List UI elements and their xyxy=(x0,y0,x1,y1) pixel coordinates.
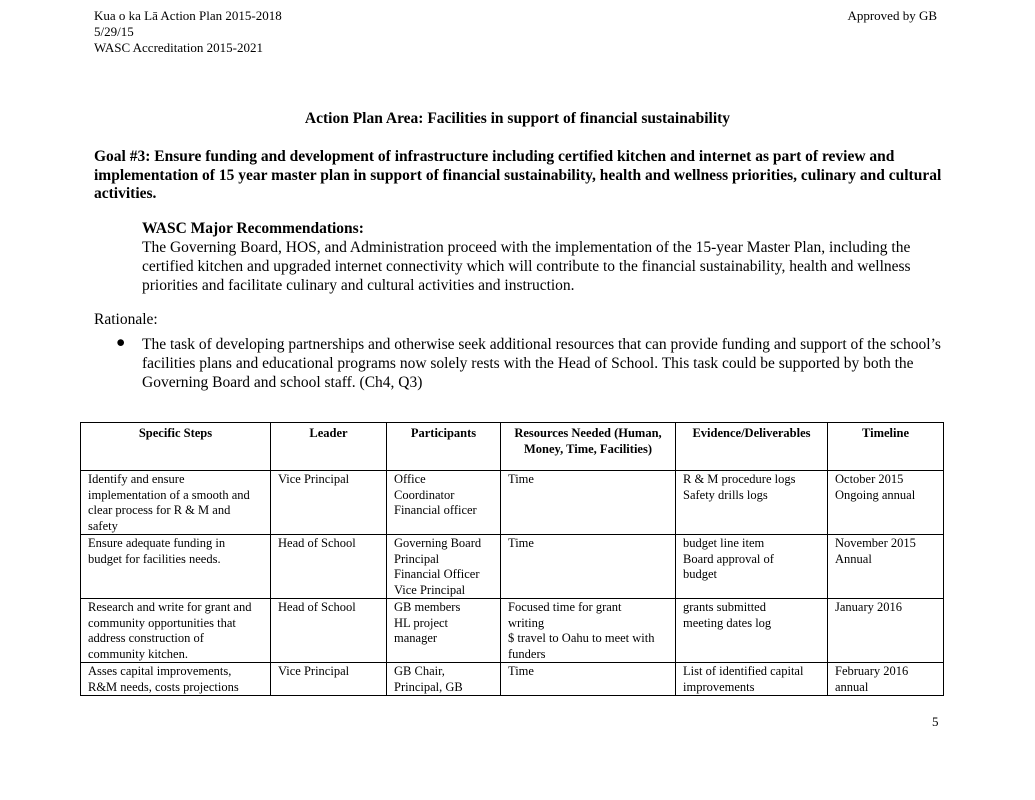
cell-line: GB members xyxy=(394,600,461,614)
table-cell xyxy=(676,663,828,696)
cell-line: Governing Board xyxy=(394,536,482,550)
rationale-label: Rationale: xyxy=(94,311,158,328)
cell-line: Vice Principal xyxy=(394,582,466,597)
cell-line: funders xyxy=(508,646,546,661)
cell-line: writing xyxy=(508,615,545,630)
table-cell xyxy=(387,599,501,663)
cell-line: $ travel to Oahu to meet with xyxy=(508,631,655,645)
cell-line: R&M needs, costs projections xyxy=(88,679,239,694)
table-cell xyxy=(387,663,501,696)
cell-line: community kitchen. xyxy=(88,646,188,661)
cell-line: List of identified capital xyxy=(683,664,804,678)
cell-line: Financial Officer xyxy=(394,567,480,581)
table-cell xyxy=(81,471,271,535)
cell-line: annual xyxy=(835,679,869,694)
bullet-icon: ● xyxy=(116,334,126,351)
table-cell xyxy=(387,535,501,599)
rationale-bullet: The task of developing partnerships and otherwise seek additional resources that can provide funding and support of the school’s facilities plans and educational programs now solely rests with the Head of School. This task could be supported by both the Governing Board and school staff. (Ch4, Q3) xyxy=(142,336,941,391)
cell-line: R & M procedure logs xyxy=(683,472,796,486)
column-header: Evidence/Deliverables xyxy=(676,423,828,471)
column-header: Timeline xyxy=(828,423,944,471)
column-header: Leader xyxy=(271,423,387,471)
table-cell xyxy=(501,599,676,663)
page-number: 5 xyxy=(932,714,939,729)
approval-note: Approved by GB xyxy=(847,8,937,23)
cell-line: safety xyxy=(88,518,118,533)
cell-line: Time xyxy=(508,664,534,678)
cell-line: Ongoing annual xyxy=(835,487,916,502)
cell-line: Financial officer xyxy=(394,503,477,517)
cell-line: Board approval of xyxy=(683,551,774,566)
cell-line: budget for facilities needs. xyxy=(88,551,221,566)
table-cell xyxy=(828,471,944,535)
cell-line: grants submitted xyxy=(683,600,766,614)
cell-line: HL project xyxy=(394,615,449,630)
cell-line: February 2016 xyxy=(835,664,909,678)
cell-line: meeting dates log xyxy=(683,615,772,630)
cell-line: Annual xyxy=(835,551,872,566)
cell-line: Asses capital improvements, xyxy=(88,664,232,678)
action-plan-area-title: Action Plan Area: Facilities in support of financial sustainability xyxy=(304,110,731,127)
cell-line: budget line item xyxy=(683,536,765,550)
cell-line: Focused time for grant xyxy=(508,600,622,614)
cell-line: implementation of a smooth and xyxy=(88,487,250,502)
cell-line: Time xyxy=(508,472,534,486)
table-row xyxy=(81,471,944,535)
cell-line: Principal xyxy=(394,551,440,566)
cell-line: clear process for R & M and xyxy=(88,503,231,517)
table-cell xyxy=(271,599,387,663)
table-cell xyxy=(676,471,828,535)
table-cell xyxy=(501,663,676,696)
cell-line: Time xyxy=(508,536,534,550)
action-plan-table xyxy=(80,422,944,696)
header-accreditation: WASC Accreditation 2015-2021 xyxy=(94,40,263,55)
table-header-row xyxy=(81,423,944,471)
cell-line: budget xyxy=(683,567,718,581)
cell-line: Coordinator xyxy=(394,487,455,502)
table-cell xyxy=(271,471,387,535)
cell-line: Ensure adequate funding in xyxy=(88,536,226,550)
cell-line: Principal, GB xyxy=(394,679,463,694)
cell-line: Head of School xyxy=(278,536,356,550)
column-header: Participants xyxy=(387,423,501,471)
table-cell xyxy=(81,535,271,599)
table-row xyxy=(81,599,944,663)
cell-line: November 2015 xyxy=(835,536,916,550)
header-title: Kua o ka Lā Action Plan 2015-2018 xyxy=(94,8,282,23)
table-cell xyxy=(676,599,828,663)
wasc-recommendations xyxy=(142,219,952,295)
cell-line: address construction of xyxy=(88,631,204,645)
cell-line: Identify and ensure xyxy=(88,472,185,486)
column-header: Resources Needed (Human, Money, Time, Facilities) xyxy=(501,423,676,471)
table-cell xyxy=(387,471,501,535)
table-cell xyxy=(81,663,271,696)
cell-line: manager xyxy=(394,631,438,645)
cell-line: Research and write for grant and xyxy=(88,600,252,614)
table-cell xyxy=(828,663,944,696)
table-row xyxy=(81,663,944,696)
wasc-text: The Governing Board, HOS, and Administration proceed with the implementation of the 15-year Master Plan, including the certified kitchen and upgraded internet connectivity which will contribute to the financial sustainability, health and wellness priorities and facilitate culinary and cultural activities and instruction. xyxy=(142,239,911,294)
table-cell xyxy=(828,599,944,663)
table-cell xyxy=(828,535,944,599)
cell-line: community opportunities that xyxy=(88,615,236,630)
table-cell xyxy=(271,663,387,696)
header-date: 5/29/15 xyxy=(94,24,134,39)
goal-statement: Goal #3: Ensure funding and development of infrastructure including certified kitchen and internet as part of review and implementation of 15 year master plan in support of financial sustainability, health and wellness priorities, culinary and cultural activities. xyxy=(94,148,942,202)
table-cell xyxy=(501,535,676,599)
cell-line: Office xyxy=(394,472,426,486)
cell-line: Safety drills logs xyxy=(683,487,768,502)
table-cell xyxy=(271,535,387,599)
cell-line: GB Chair, xyxy=(394,664,445,678)
cell-line: January 2016 xyxy=(835,600,902,614)
cell-line: October 2015 xyxy=(835,472,904,486)
cell-line: improvements xyxy=(683,679,755,694)
table-row xyxy=(81,535,944,599)
cell-line: Vice Principal xyxy=(278,472,350,486)
wasc-title: WASC Major Recommendations: xyxy=(142,220,364,237)
document-header-left xyxy=(94,8,282,56)
column-header: Specific Steps xyxy=(81,423,271,471)
table-cell xyxy=(81,599,271,663)
cell-line: Head of School xyxy=(278,600,356,614)
table-cell xyxy=(501,471,676,535)
table-cell xyxy=(676,535,828,599)
cell-line: Vice Principal xyxy=(278,664,350,678)
